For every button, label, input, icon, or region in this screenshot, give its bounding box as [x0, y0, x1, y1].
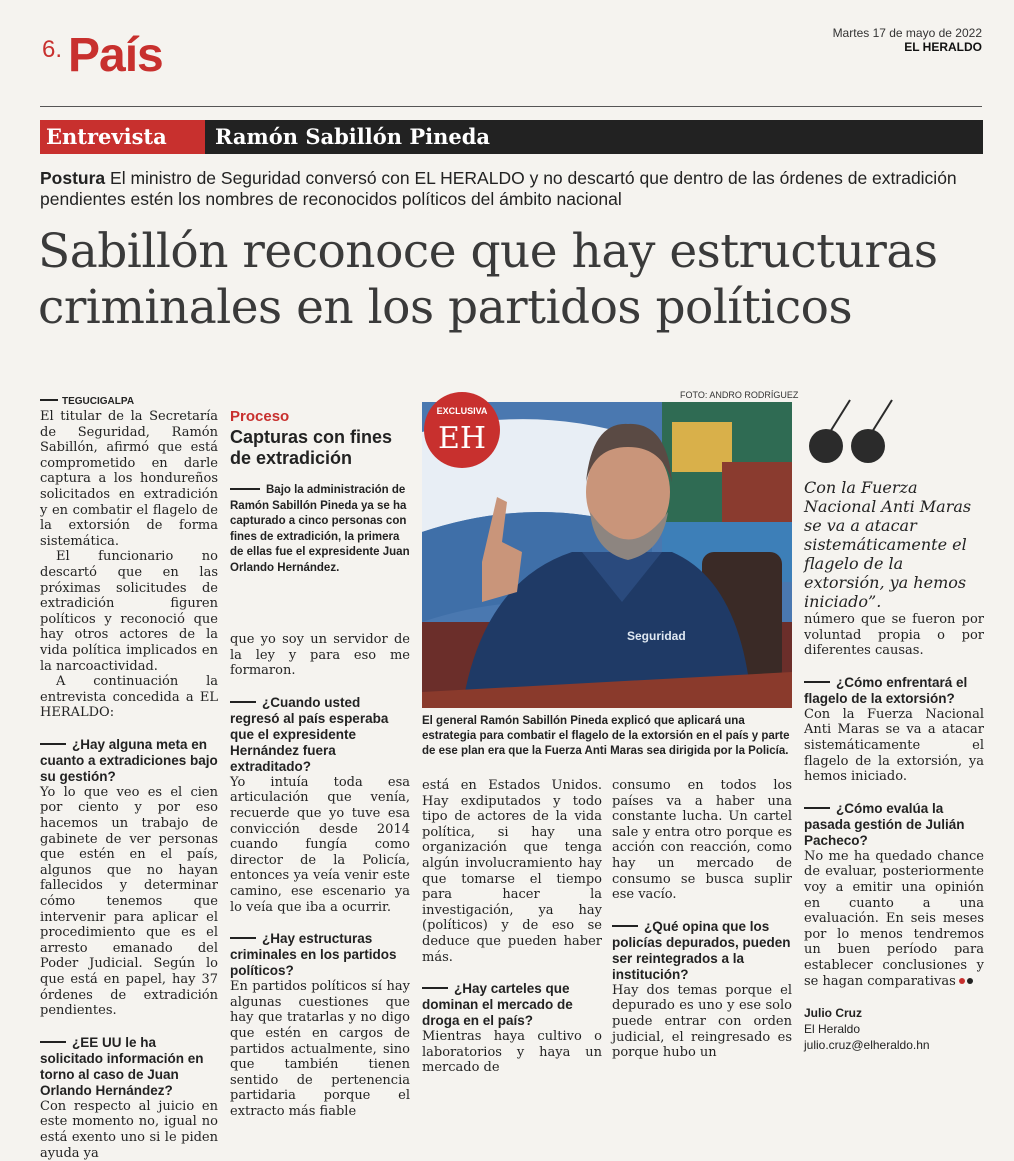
- postura-text: El ministro de Seguridad conversó con EL HERALDO y no descartó que dentro de las órdenes de extradición pendientes estén los nombres de reconocidos políticos del ámbito nacional: [40, 168, 957, 209]
- question: ¿Hay estructuras criminales en los partidos políticos?: [230, 931, 397, 979]
- end-dots-icon: [959, 974, 975, 990]
- byline: [804, 1005, 984, 1053]
- photo-credit: FOTO: ANDRO RODRÍGUEZ: [680, 390, 799, 400]
- answer: Mientras haya cultivo o laboratorios y haya un mercado de: [422, 1029, 602, 1076]
- quote-marks-icon: [806, 398, 896, 468]
- answer: Hay dos temas porque el depurado es uno y ese solo puede entrar con orden judicial, el reingresado es porque hubo un: [612, 982, 792, 1061]
- answer: que yo soy un servidor de la ley y para eso me formaron.: [230, 632, 410, 679]
- badge-top-text: EXCLUSIVA: [436, 406, 488, 416]
- postura-summary: [40, 168, 982, 210]
- answer: Con la Fuerza Nacional Anti Maras se va a atacar sistemáticamente el flagelo de la extorsión, ya hemos iniciado.: [804, 706, 984, 785]
- exclusiva-badge-icon: [422, 386, 502, 470]
- question: ¿Qué opina que los policías depurados, pueden ser reintegrados a la institución?: [612, 918, 791, 982]
- question: ¿Cuando usted regresó al país esperaba que el expresidente Hernández fuera extraditado?: [230, 694, 389, 774]
- postura-label: Postura: [40, 168, 106, 188]
- sidebar-proceso: [230, 408, 410, 576]
- answer: número que se fueron por voluntad propia o por diferentes causas.: [804, 612, 984, 659]
- author-email: julio.cruz@elheraldo.hn: [804, 1038, 930, 1053]
- paragraph: El titular de la Secretaría de Seguridad, Ramón Sabillón, afirmó que está comprometido en darle captura a los hondureños solicitados en extradición y en combatir el flagelo de la extorsión de forma sistemática.: [40, 409, 218, 549]
- placeline: TEGUCIGALPA: [40, 396, 218, 407]
- page-number: 6.: [42, 36, 63, 63]
- header-rule: [40, 106, 982, 107]
- headline: Sabillón reconoce que hay estructuras criminales en los partidos políticos: [38, 224, 938, 335]
- column-2: [230, 632, 410, 1119]
- kicker-label: Entrevista: [40, 120, 205, 154]
- paragraph: A continuación la entrevista concedida a EL HERALDO:: [40, 674, 218, 721]
- paper-name: EL HERALDO: [904, 40, 982, 54]
- author-outlet: El Heraldo: [804, 1022, 861, 1037]
- sidebar-body: Bajo la administración de Ramón Sabillón Pineda ya se ha capturado a cinco personas con fines de extradición, la primera de ellas fue el expresidente Juan Orlando Hernández.: [230, 484, 410, 574]
- author-name: Julio Cruz: [804, 1006, 863, 1021]
- column-4: [612, 778, 792, 1061]
- kicker-name: Ramón Sabillón Pineda: [205, 120, 983, 154]
- answer: No me ha quedado chance de evaluar, posteriormente voy a emitir una opinión en cuanto a una evaluación. En seis meses por lo menos tendremos un buen período para establecer conclusiones y se hagan comparativas: [804, 848, 984, 989]
- answer: Con respecto al juicio en este momento no, igual no está exento uno si le piden ayuda ya: [40, 1098, 218, 1161]
- question: ¿EE UU le ha solicitado información en torno al caso de Juan Orlando Hernández?: [40, 1034, 204, 1098]
- question: ¿Cómo evalúa la pasada gestión de Julián Pacheco?: [804, 800, 965, 848]
- sidebar-title: Capturas con fines de extradición: [230, 427, 393, 468]
- interview-photo: [422, 402, 792, 708]
- column-3: [422, 778, 602, 1076]
- paragraph: El funcionario no descartó que en las próximas solicitudes de extradición figuren políticos y reconoció que hay otros actores de la vida política implicados en la narcoactividad.: [40, 549, 218, 674]
- shirt-logo: Seguridad: [627, 629, 686, 643]
- answer: Yo lo que veo es el cien por ciento y por eso hacemos un trabajo de gabinete de ver personas que estén en el país, algunos que no hayan fallecidos y determinar cómo tenemos que intervenir para aplicar el procedimiento que es el arresto emanado del Poder Judicial. Según lo que está en papel, hay 37 órdenes de extradición pendientes.: [40, 784, 218, 1019]
- column-1: [40, 396, 218, 1161]
- section-title: País: [68, 29, 163, 82]
- badge-main-text: EH: [437, 421, 487, 456]
- dateline: [833, 26, 982, 54]
- answer: Yo intuía toda esa articulación que venía, recuerde que yo tuve esa convicción desde 2014 cuando fungía como director de la Policía, entonces ya veía venir este camino, ese escenario ya lo veía que iba a ocurrir.: [230, 774, 410, 915]
- answer: consumo en todos los países va a haber una constante lucha. Un cartel sale y entra otro porque es acción con reacción, como hay un mercado de consumo se busca suplir ese vacío.: [612, 778, 792, 903]
- photo-caption: El general Ramón Sabillón Pineda explicó que aplicará una estrategia para combatir el flagelo de la extorsión en el país y parte de ese plan era que la Fuerza Anti Maras sea dirigida por la Policía.: [422, 715, 790, 757]
- column-5: [804, 612, 984, 1053]
- pull-quote: Con la Fuerza Nacional Anti Maras se va a atacar sistemáticamente el flagelo de la extorsión, ya hemos iniciado”.: [804, 478, 972, 611]
- question: ¿Hay carteles que dominan el mercado de droga en el país?: [422, 981, 573, 1029]
- answer: está en Estados Unidos. Hay exdiputados y todo tipo de actores de la vida política, si hay una organización que tenga algún involucramiento hay que tomarse el tiempo para hacer la investigación, ya hay (políticos) y de eso se deduce que pueden haber más.: [422, 778, 602, 965]
- sidebar-label: Proceso: [230, 408, 290, 425]
- answer: En partidos políticos sí hay algunas cuestiones que hay que tratarlas y no digo que estén en cargos de partidos actualmente, sino que también tienen sentido de pertenencia partidaria porque el extracto más fiable: [230, 979, 410, 1119]
- question: ¿Cómo enfrentará el flagelo de la extorsión?: [804, 674, 968, 706]
- question: ¿Hay alguna meta en cuanto a extradiciones bajo su gestión?: [40, 736, 218, 784]
- date: Martes 17 de mayo de 2022: [832, 26, 982, 40]
